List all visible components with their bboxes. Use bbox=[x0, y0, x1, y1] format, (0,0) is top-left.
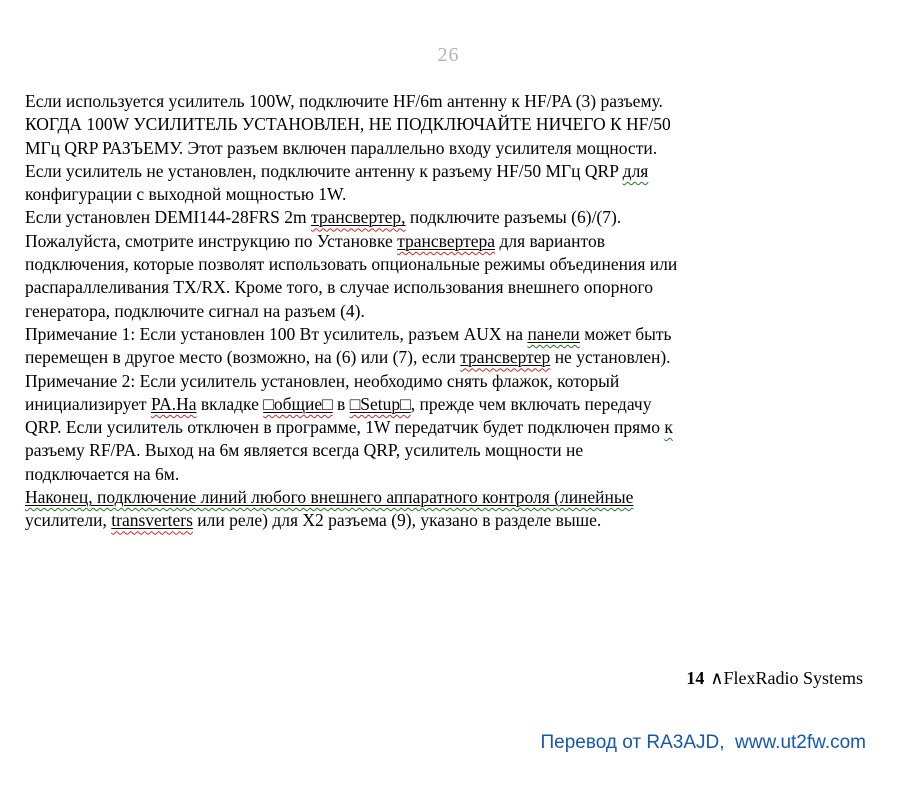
text-line bbox=[25, 370, 885, 393]
grammar-flagged-text: панели bbox=[527, 323, 580, 344]
spellcheck-flagged-text: трансвертера bbox=[397, 230, 496, 251]
text-run: МГц QRP РАЗЪЕМУ. Этот разъем включен параллельно входу усилителя мощности. bbox=[25, 137, 658, 158]
text-run: QRP. Если усилитель отключен в программе, 1W передатчик будет подключен прямо bbox=[25, 417, 665, 438]
body-text bbox=[25, 90, 885, 533]
text-line bbox=[25, 276, 885, 299]
page-number: 26 bbox=[437, 44, 460, 66]
text-run: Если установлен DEMI144-28FRS 2m bbox=[25, 207, 312, 228]
text-run: распараллеливания TX/RX. Кроме того, в случае использования внешнего опорного bbox=[25, 277, 654, 298]
text-line bbox=[25, 346, 885, 369]
text-run: инициализирует bbox=[25, 393, 151, 414]
text-run: генератора, подключите сигнал на разъем (4). bbox=[25, 300, 365, 321]
text-line bbox=[25, 160, 885, 183]
text-line bbox=[25, 416, 885, 439]
underlined-text bbox=[527, 324, 579, 344]
text-run: Если используется усилитель 100W, подключите HF/6m антенну к HF/PA (3) разъему. bbox=[25, 91, 663, 111]
footer-brand bbox=[686, 668, 863, 689]
text-run: Примечание 1: Если установлен 100 Вт усилитель, разъем AUX на bbox=[25, 323, 528, 344]
text-run: КОГДА 100W УСИЛИТЕЛЬ УСТАНОВЛЕН, НЕ ПОДКЛЮЧАЙТЕ НИЧЕГО К HF/50 bbox=[25, 114, 671, 135]
text-line bbox=[25, 323, 885, 346]
spellcheck-flagged-text: трансвертер bbox=[460, 347, 551, 368]
spellcheck-flagged-text: □Setup□ bbox=[349, 393, 411, 414]
spellcheck-flagged-text: □общие□ bbox=[263, 393, 333, 414]
spellcheck-flagged-text: PA.На bbox=[150, 393, 197, 414]
underlined-text bbox=[263, 394, 332, 414]
text-run: Примечание 2: Если усилитель установлен, необходимо снять флажок, который bbox=[25, 370, 620, 391]
grammar-flagged-text: Наконец, подключение линий любого внешнего аппаратного контроля (линейные bbox=[25, 487, 634, 508]
underlined-text bbox=[460, 347, 550, 367]
text-line bbox=[25, 300, 885, 323]
text-run: конфигурации с выходной мощностью 1W. bbox=[25, 184, 347, 205]
spellcheck-flagged-text: трансвертер, bbox=[311, 207, 406, 228]
text-run: подключите разъемы (6)/(7). bbox=[405, 207, 622, 228]
underlined-text bbox=[111, 510, 193, 530]
underlined-text bbox=[350, 394, 411, 414]
text-run: перемещен в другое место (возможно, на (6) или (7), если bbox=[25, 347, 461, 368]
text-line bbox=[25, 439, 885, 462]
text-line bbox=[25, 486, 885, 509]
underlined-text bbox=[151, 394, 197, 414]
text-line bbox=[25, 253, 885, 276]
text-run: разъему RF/PA. Выход на 6м является всегда QRP, усилитель мощности не bbox=[25, 440, 584, 461]
text-run: вкладке bbox=[196, 393, 264, 414]
text-run: Если усилитель не установлен, подключите антенну к разъему HF/50 МГц QRP bbox=[25, 160, 623, 181]
text-run: , прежде чем включать передачу bbox=[410, 393, 652, 414]
text-line bbox=[25, 463, 885, 486]
text-run: для вариантов bbox=[495, 230, 605, 251]
text-line bbox=[25, 183, 885, 206]
text-run: в bbox=[332, 393, 350, 414]
text-run: подключается на 6м. bbox=[25, 463, 180, 484]
text-line bbox=[25, 230, 885, 253]
underlined-text bbox=[397, 231, 495, 251]
text-run: не установлен). bbox=[550, 347, 671, 368]
text-run: подключения, которые позволят использовать опциональные режимы объединения или bbox=[25, 254, 678, 275]
spellcheck-flagged-text: transverters bbox=[111, 510, 193, 531]
text-line bbox=[25, 206, 885, 229]
text-line bbox=[25, 137, 885, 160]
underlined-text bbox=[25, 487, 633, 507]
text-run: или реле) для X2 разъема (9), указано в разделе выше. bbox=[192, 510, 602, 531]
text-line bbox=[25, 393, 885, 416]
underlined-text bbox=[311, 207, 406, 227]
text-run: Пожалуйста, смотрите инструкцию по Установке bbox=[25, 230, 398, 251]
text-run: может быть bbox=[579, 323, 672, 344]
text-line bbox=[25, 509, 885, 532]
translation-credit: Перевод от RA3AJD, www.ut2fw.com bbox=[540, 732, 866, 753]
text-line bbox=[25, 90, 885, 113]
grammar-flagged-text: для bbox=[622, 160, 649, 181]
text-run: усилители, bbox=[25, 510, 112, 531]
footer-page-label: 14 bbox=[686, 668, 705, 688]
footer-brand-name: ∧FlexRadio Systems bbox=[710, 668, 863, 688]
grammar-flagged-text: к bbox=[664, 417, 673, 438]
text-line bbox=[25, 113, 885, 136]
